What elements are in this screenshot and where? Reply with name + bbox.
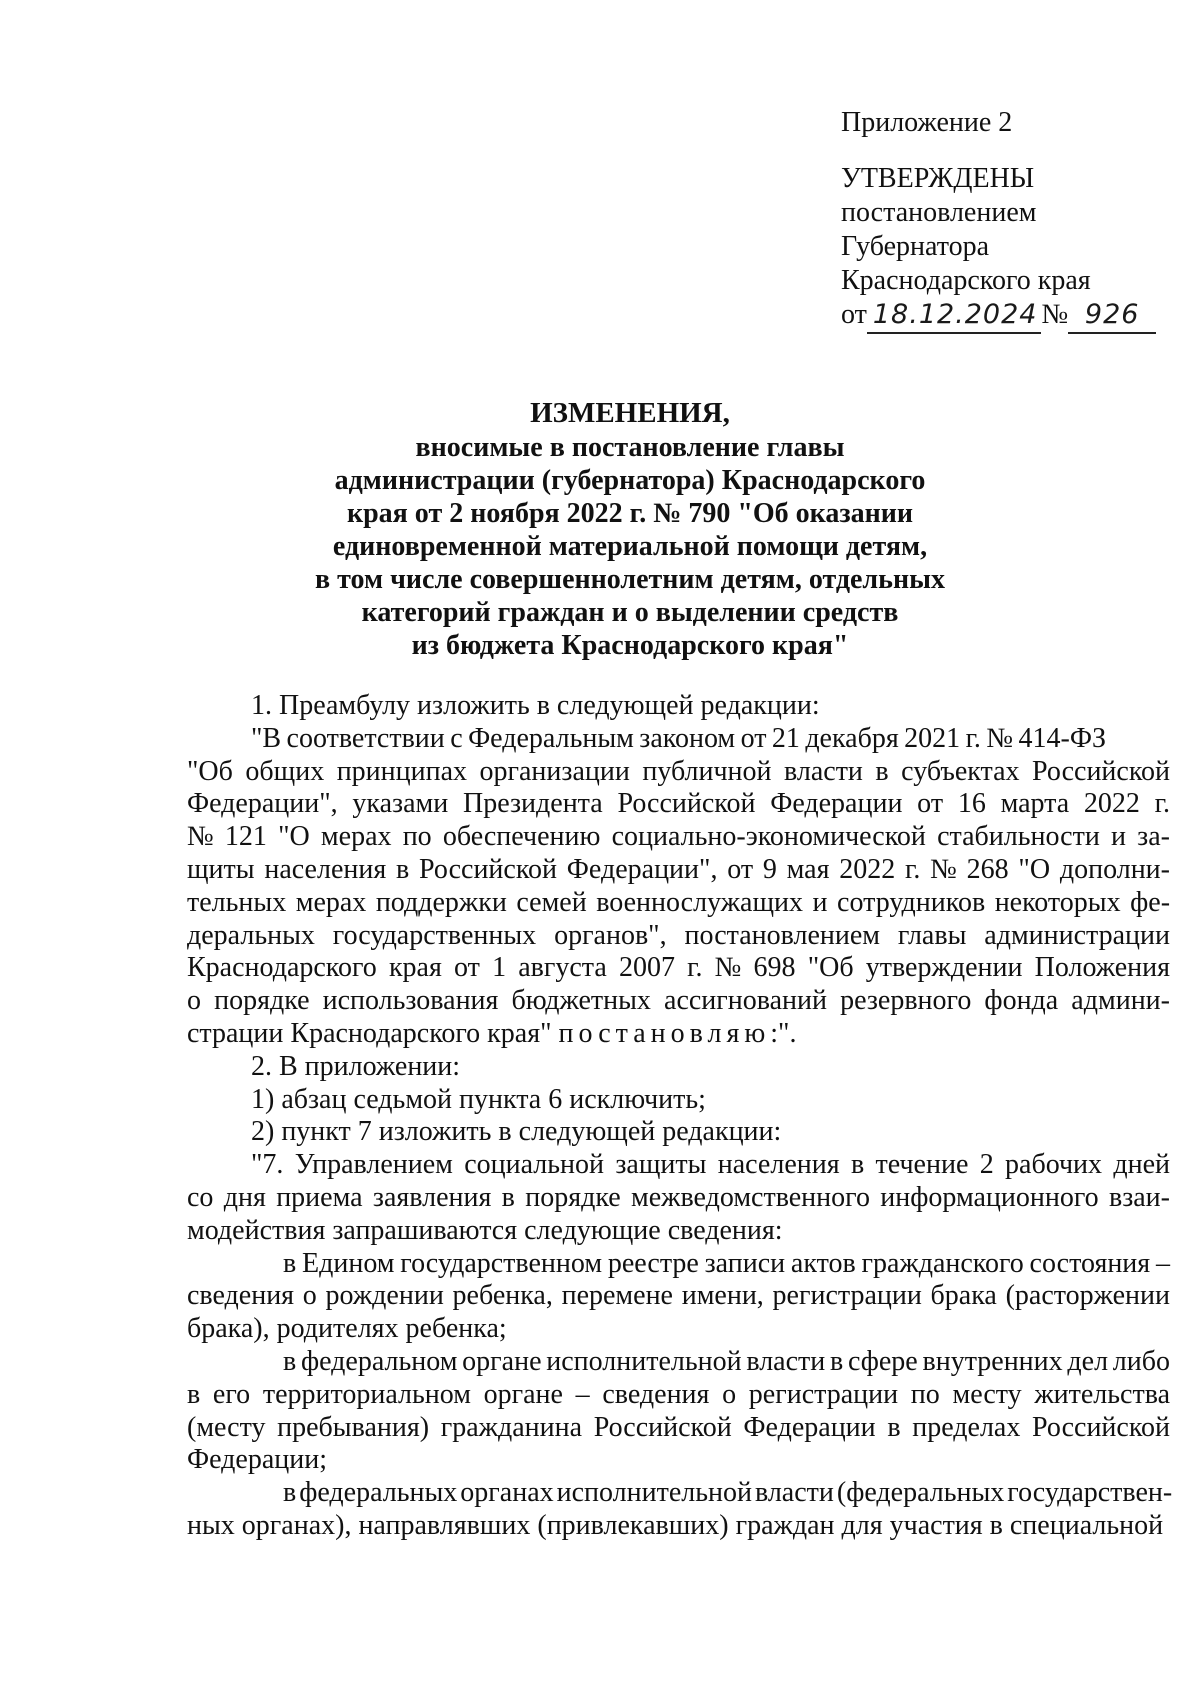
approval-line-2: Губернатора [841,231,990,262]
paragraph-item-7 [187,1149,1170,1247]
preamble-line: щиты населения в Российской Федерации", от 9 мая 2022 г. № 268 "О дополни- [187,853,1170,885]
preamble-line: "Об общих принципах организации публичной власти в субъектах Российской [187,755,1171,787]
registry-line: в Едином государственном реестре записи актов гражданского состояния – [283,1247,1170,1279]
title-line: категорий граждан и о выделении средств [361,597,899,628]
paragraph-4: 1) абзац седьмой пункта 6 исключить; [251,1083,706,1115]
federal-bodies-line: ных органах), направлявших (привлекавших) граждан для участия в специальной [187,1509,1164,1541]
approval-date-line [841,298,1171,334]
preamble-line: о порядке использования бюджетных ассигнований резервного фонда админи- [187,985,1170,1017]
paragraph-federal-bodies [187,1477,1173,1543]
resolve-word: постановляю [558,1017,771,1049]
registry-line: сведения о рождении ребенка, перемене имени, регистрации брака (расторжении [187,1280,1170,1312]
paragraph-5: 2) пункт 7 изложить в следующей редакции: [251,1116,782,1148]
approval-line-1: постановлением [841,197,1037,228]
title-line: единовременной материальной помощи детям, [332,531,928,562]
paragraph-1: 1. Преамбулу изложить в следующей редакции: [251,690,820,721]
approval-line-3: Краснодарского края [841,265,1091,296]
internal-affairs-line: в федеральном органе исполнительной власти в сфере внутренних дел либо [283,1345,1171,1377]
item7-line: модействия запрашиваются следующие сведения: [187,1214,783,1246]
preamble-last-end: :". [770,1017,797,1049]
item7-line: "7. Управлением социальной защиты населения в течение 2 рабочих дней [251,1149,1171,1181]
title-heading: ИЗМЕНЕНИЯ, [530,397,730,429]
title-line: из бюджета Краснодарского края" [411,630,849,661]
preamble-line: тельных мерах поддержки семей военнослужащих и сотрудников некоторых фе- [187,886,1171,918]
preamble-line: Федерации", указами Президента Российской Федерации от 16 марта 2022 г. [187,788,1171,820]
preamble-line: "В соответствии с Федеральным законом от 21 декабря 2021 г. № 414-ФЗ [251,722,1106,754]
internal-affairs-line: в его территориальном органе – сведения о регистрации по месту жительства [187,1378,1170,1410]
number-prefix: № [1041,299,1069,330]
internal-affairs-line: Федерации; [187,1444,328,1476]
preamble-last-line [187,1018,1170,1051]
title-line: в том числе совершеннолетним детям, отдельных [315,564,945,595]
title-line: края от 2 ноября 2022 г. № 790 "Об оказании [346,498,914,529]
preamble-line: № 121 "О мерах по обеспечению социально-экономической стабильности и за- [187,821,1170,853]
date-prefix: от [841,299,867,330]
paragraph-registry [187,1248,1170,1346]
approved-label: УТВЕРЖДЕНЫ [841,163,1035,194]
approval-block [841,106,1171,334]
title-line: вносимые в постановление главы [415,432,845,463]
handwritten-date: 18.12.2024 [867,298,1042,334]
item7-line: со дня приема заявления в порядке межведомственного информационного взаи- [187,1181,1170,1213]
preamble-last-start: страции Краснодарского края" [187,1017,559,1049]
internal-affairs-line: (месту пребывания) гражданина Российской Федерации в пределах Российской [187,1411,1171,1443]
preamble-line: Краснодарского края от 1 августа 2007 г. № 698 "Об утверждении Положения [187,952,1171,984]
federal-bodies-line: в федеральных органах исполнительной власти (федеральных государствен- [283,1477,1173,1509]
paragraph-preamble [187,723,1170,1051]
preamble-line: деральных государственных органов", постановлением главы администрации [187,919,1171,951]
title-line: администрации (губернатора) Краснодарского [334,465,926,496]
document-body [187,690,1173,1543]
paragraph-3: 2. В приложении: [251,1050,461,1082]
document-title [140,397,1120,662]
handwritten-number: 926 [1068,298,1156,334]
paragraph-internal-affairs [187,1346,1170,1477]
appendix-label: Приложение 2 [841,107,1013,138]
registry-line: брака), родителях ребенка; [187,1313,507,1345]
